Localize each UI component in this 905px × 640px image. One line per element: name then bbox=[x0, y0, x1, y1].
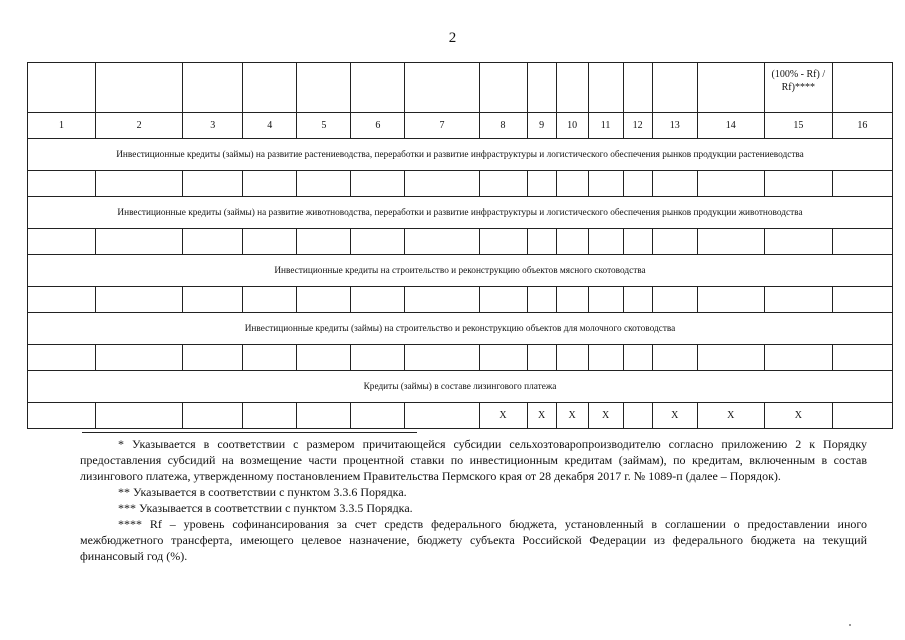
header-cell bbox=[652, 63, 697, 113]
header-cell bbox=[183, 63, 243, 113]
table-cell bbox=[351, 403, 405, 429]
table-cell bbox=[183, 229, 243, 255]
table-cell bbox=[297, 287, 351, 313]
table-cell bbox=[764, 171, 832, 197]
section-title: Инвестиционные кредиты на строительство и реконструкцию объектов мясного скотоводства bbox=[28, 255, 893, 287]
table-cell bbox=[297, 229, 351, 255]
column-number: 7 bbox=[405, 113, 479, 139]
header-cell bbox=[96, 63, 183, 113]
header-row bbox=[28, 63, 893, 113]
section-title: Кредиты (займы) в составе лизингового платежа bbox=[28, 371, 893, 403]
page-number: 2 bbox=[448, 30, 457, 46]
column-number: 11 bbox=[588, 113, 623, 139]
table-cell bbox=[764, 287, 832, 313]
table-cell bbox=[697, 287, 764, 313]
header-cell bbox=[556, 63, 588, 113]
table-cell bbox=[527, 345, 556, 371]
table-cell: X bbox=[652, 403, 697, 429]
footnote-2: ** Указывается в соответствии с пунктом 3.3.6 Порядка. bbox=[118, 485, 407, 499]
table-row bbox=[28, 345, 893, 371]
table-cell bbox=[243, 403, 297, 429]
section-title: Инвестиционные кредиты (займы) на развитие животноводства, переработки и развитие инфраструктуры и логистического обеспечения рынков продукции животноводства bbox=[28, 197, 893, 229]
table-cell bbox=[479, 287, 527, 313]
table-cell bbox=[527, 287, 556, 313]
table-cell bbox=[96, 171, 183, 197]
column-number: 15 bbox=[764, 113, 832, 139]
table-cell bbox=[652, 345, 697, 371]
header-cell bbox=[479, 63, 527, 113]
section-title-row bbox=[28, 197, 893, 229]
table-cell: X bbox=[479, 403, 527, 429]
table-cell bbox=[697, 345, 764, 371]
table-cell bbox=[479, 229, 527, 255]
table-row bbox=[28, 403, 893, 429]
scan-speck bbox=[849, 624, 851, 626]
table-cell bbox=[652, 287, 697, 313]
table-cell: X bbox=[764, 403, 832, 429]
table-row bbox=[28, 229, 893, 255]
table-cell bbox=[405, 287, 479, 313]
table-cell bbox=[588, 287, 623, 313]
table-cell bbox=[652, 171, 697, 197]
table-cell bbox=[243, 345, 297, 371]
table-cell bbox=[96, 287, 183, 313]
table-cell bbox=[623, 287, 652, 313]
table-cell bbox=[351, 345, 405, 371]
header-cell bbox=[527, 63, 556, 113]
table-cell bbox=[556, 171, 588, 197]
header-cell bbox=[697, 63, 764, 113]
column-number: 2 bbox=[96, 113, 183, 139]
table-cell: X bbox=[588, 403, 623, 429]
section-title-row bbox=[28, 371, 893, 403]
header-cell bbox=[405, 63, 479, 113]
table-cell bbox=[527, 171, 556, 197]
table-cell bbox=[556, 229, 588, 255]
column-number: 10 bbox=[556, 113, 588, 139]
table-cell bbox=[832, 229, 892, 255]
column-number: 5 bbox=[297, 113, 351, 139]
table-cell bbox=[28, 229, 96, 255]
table-cell bbox=[623, 229, 652, 255]
table-cell bbox=[652, 229, 697, 255]
header-cell-col15: (100% - Rf) / Rf)**** bbox=[764, 63, 832, 113]
footnote-4: **** Rf – уровень софинансирования за счет средств федерального бюджета, установленный в соглашении о предоставлении иного межбюджетного трансферта, имеющего целевое назначение, бюджету субъекта Российской Федерации из федерального бюджета на текущий финансовый год (%). bbox=[80, 517, 867, 563]
footnote-1: * Указывается в соответствии с размером причитающейся субсидии сельхозтоваропроизводителю согласно приложению 2 к Порядку предоставления субсидий на возмещение части процентной ставки по инвестиционным кредитам (займам), по кредитам, включенным в состав лизингового платежа, утвержденному постановлением Правительства Пермского края от 28 декабря 2017 г. № 1089-п (далее – Порядок). bbox=[80, 437, 867, 483]
table-cell bbox=[96, 403, 183, 429]
header-cell bbox=[297, 63, 351, 113]
column-number: 6 bbox=[351, 113, 405, 139]
subsidy-table bbox=[27, 62, 893, 429]
column-number: 12 bbox=[623, 113, 652, 139]
table-cell bbox=[28, 403, 96, 429]
column-number: 4 bbox=[243, 113, 297, 139]
header-cell bbox=[243, 63, 297, 113]
table-cell bbox=[183, 403, 243, 429]
table-row bbox=[28, 171, 893, 197]
table-cell bbox=[623, 171, 652, 197]
table-cell bbox=[697, 171, 764, 197]
table-cell bbox=[405, 345, 479, 371]
table-cell bbox=[297, 403, 351, 429]
column-number: 16 bbox=[832, 113, 892, 139]
column-number: 1 bbox=[28, 113, 96, 139]
table-cell bbox=[479, 345, 527, 371]
section-title-row bbox=[28, 255, 893, 287]
section-title-row bbox=[28, 139, 893, 171]
table-cell bbox=[351, 171, 405, 197]
table-cell bbox=[405, 171, 479, 197]
table-cell bbox=[405, 229, 479, 255]
footnote-3: *** Указывается в соответствии с пунктом 3.3.5 Порядка. bbox=[118, 501, 413, 515]
table-cell: X bbox=[556, 403, 588, 429]
section-title: Инвестиционные кредиты (займы) на строительство и реконструкцию объектов для молочного скотоводства bbox=[28, 313, 893, 345]
table-cell bbox=[28, 171, 96, 197]
table-cell bbox=[28, 287, 96, 313]
table-cell bbox=[183, 345, 243, 371]
table-cell bbox=[623, 345, 652, 371]
column-number: 9 bbox=[527, 113, 556, 139]
table-cell bbox=[697, 229, 764, 255]
header-cell bbox=[832, 63, 892, 113]
header-cell bbox=[351, 63, 405, 113]
table-cell bbox=[832, 403, 892, 429]
table-cell bbox=[183, 287, 243, 313]
footnotes bbox=[80, 432, 867, 564]
table-cell bbox=[623, 403, 652, 429]
table-cell bbox=[588, 345, 623, 371]
table-cell bbox=[243, 229, 297, 255]
table-cell bbox=[527, 229, 556, 255]
table-cell bbox=[96, 345, 183, 371]
column-number: 8 bbox=[479, 113, 527, 139]
table-cell bbox=[764, 345, 832, 371]
table-cell bbox=[479, 171, 527, 197]
table-cell bbox=[588, 229, 623, 255]
header-cell bbox=[623, 63, 652, 113]
table-row bbox=[28, 287, 893, 313]
section-title: Инвестиционные кредиты (займы) на развитие растениеводства, переработки и развитие инфраструктуры и логистического обеспечения рынков продукции растениеводства bbox=[28, 139, 893, 171]
table-cell bbox=[183, 171, 243, 197]
table-cell bbox=[832, 345, 892, 371]
table-cell bbox=[832, 171, 892, 197]
header-cell bbox=[588, 63, 623, 113]
column-number: 14 bbox=[697, 113, 764, 139]
table-cell bbox=[556, 345, 588, 371]
table-cell bbox=[764, 229, 832, 255]
table-cell bbox=[96, 229, 183, 255]
table-cell bbox=[297, 171, 351, 197]
table-cell bbox=[28, 345, 96, 371]
section-title-row bbox=[28, 313, 893, 345]
table-cell bbox=[351, 287, 405, 313]
column-number: 13 bbox=[652, 113, 697, 139]
column-number-row bbox=[28, 113, 893, 139]
table-cell bbox=[351, 229, 405, 255]
table-cell bbox=[243, 171, 297, 197]
table-cell bbox=[556, 287, 588, 313]
table-cell: X bbox=[697, 403, 764, 429]
table-cell bbox=[297, 345, 351, 371]
table-cell bbox=[243, 287, 297, 313]
table-cell bbox=[588, 171, 623, 197]
column-number: 3 bbox=[183, 113, 243, 139]
table-cell bbox=[832, 287, 892, 313]
table-cell: X bbox=[527, 403, 556, 429]
table-cell bbox=[405, 403, 479, 429]
footnote-separator bbox=[82, 432, 417, 433]
header-cell bbox=[28, 63, 96, 113]
